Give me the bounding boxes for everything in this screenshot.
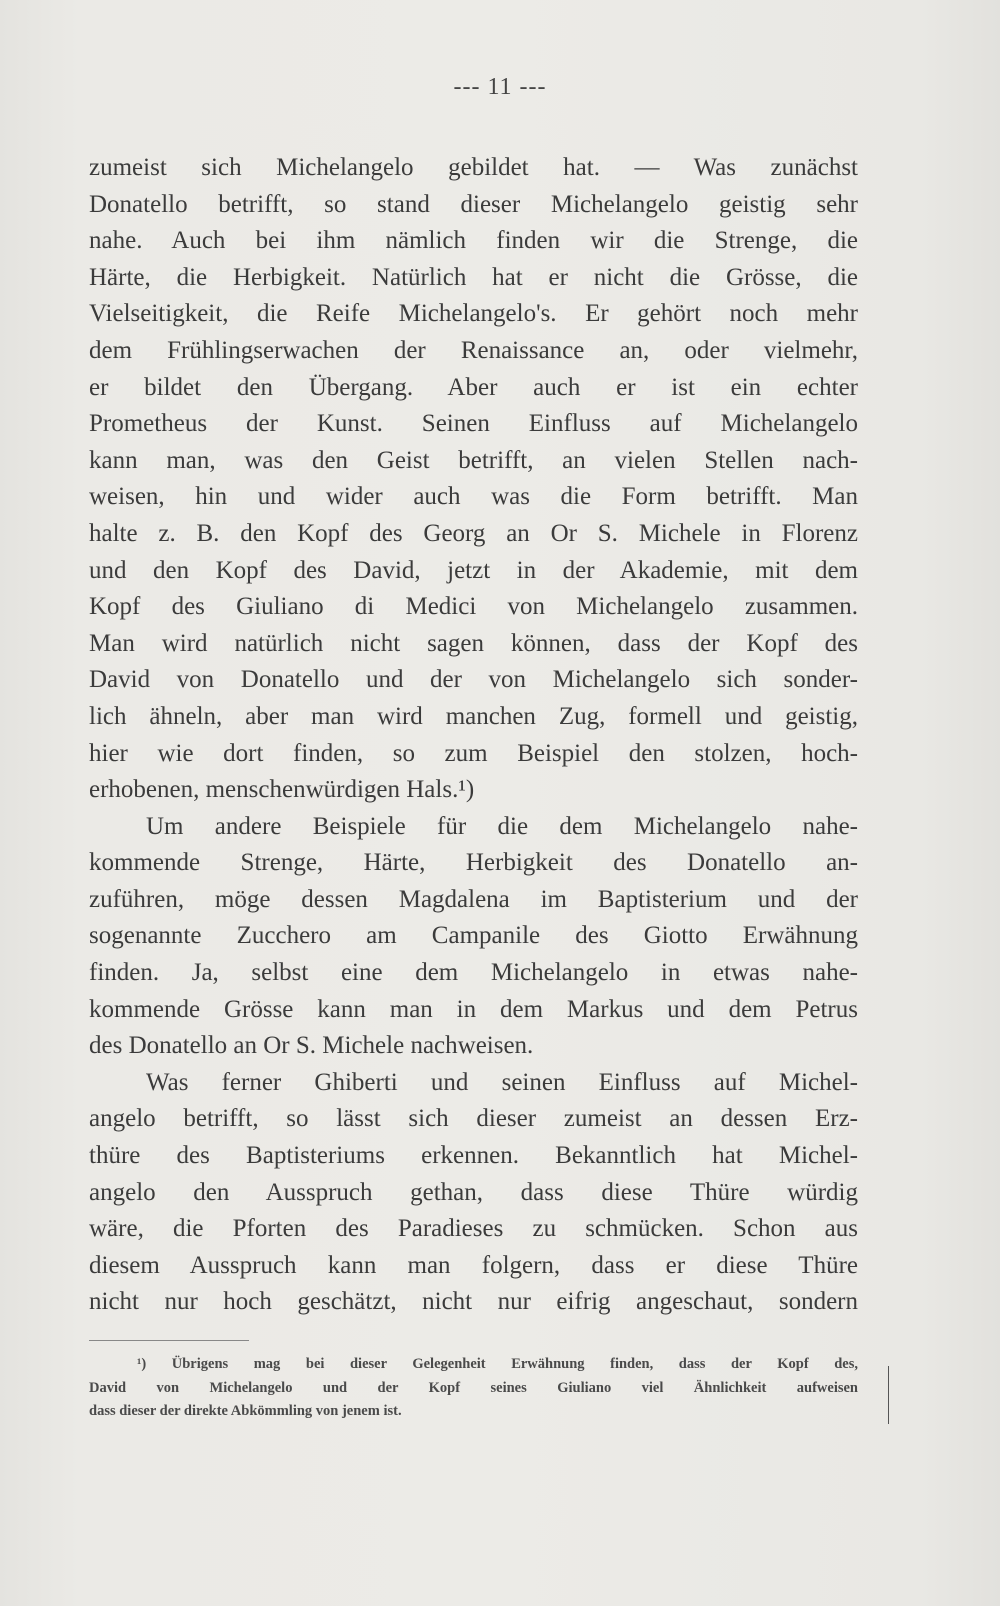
text-line: Was ferner Ghiberti und seinen Einfluss auf Michel-	[146, 1068, 858, 1096]
text-line: nahe. Auch bei ihm nämlich finden wir die Strenge, die	[89, 227, 858, 255]
footnote-line: ¹) Übrigens mag bei dieser Gelegenheit Erwähnung finden, dass der Kopf des,	[137, 1356, 858, 1372]
text-line: und den Kopf des David, jetzt in der Akademie, mit dem	[89, 556, 858, 584]
text-line: kommende Strenge, Härte, Herbigkeit des Donatello an-	[89, 849, 858, 877]
text-line: kann man, was den Geist betrifft, an vielen Stellen nach-	[89, 446, 858, 474]
text-line: Man wird natürlich nicht sagen können, dass der Kopf des	[89, 629, 858, 657]
text-line: angelo betrifft, so lässt sich dieser zumeist an dessen Erz-	[89, 1105, 858, 1133]
text-line: er bildet den Übergang. Aber auch er ist ein echter	[89, 373, 858, 401]
text-line: halte z. B. den Kopf des Georg an Or S. Michele in Florenz	[89, 519, 858, 547]
text-line: Prometheus der Kunst. Seinen Einfluss auf Michelangelo	[89, 410, 858, 438]
text-line: nicht nur hoch geschätzt, nicht nur eifrig angeschaut, sondern	[89, 1288, 858, 1316]
text-line: Härte, die Herbigkeit. Natürlich hat er nicht die Grösse, die	[89, 263, 858, 291]
text-line: diesem Ausspruch kann man folgern, dass er diese Thüre	[89, 1251, 858, 1279]
text-line: Donatello betrifft, so stand dieser Michelangelo geistig sehr	[89, 190, 858, 218]
text-line: des Donatello an Or S. Michele nachweisen.	[89, 1032, 534, 1060]
text-line: Kopf des Giuliano di Medici von Michelangelo zusammen.	[89, 593, 858, 621]
footnote-rule	[89, 1340, 249, 1341]
text-line: dem Frühlingserwachen der Renaissance an, oder vielmehr,	[89, 336, 858, 364]
text-line: thüre des Baptisteriums erkennen. Bekanntlich hat Michel-	[89, 1142, 858, 1170]
text-line: lich ähneln, aber man wird manchen Zug, formell und geistig,	[89, 702, 858, 730]
text-line: zuführen, möge dessen Magdalena im Baptisterium und der	[89, 885, 858, 913]
footnote-line: dass dieser der direkte Abkömmling von jenem ist.	[89, 1403, 402, 1419]
footnote-line: David von Michelangelo und der Kopf seines Giuliano viel Ähnlichkeit aufweisen	[89, 1379, 858, 1396]
text-line: angelo den Ausspruch gethan, dass diese Thüre würdig	[89, 1178, 858, 1206]
text-line: zumeist sich Michelangelo gebildet hat. — Was zunächst	[89, 154, 858, 181]
text-line: kommende Grösse kann man in dem Markus und dem Petrus	[89, 995, 858, 1023]
text-line: erhobenen, menschenwürdigen Hals.¹)	[89, 776, 475, 804]
text-line: weisen, hin und wider auch was die Form betrifft. Man	[89, 483, 858, 511]
text-line: Vielseitigkeit, die Reife Michelangelo's. Er gehört noch mehr	[89, 300, 858, 328]
text-line: hier wie dort finden, so zum Beispiel den stolzen, hoch-	[89, 739, 858, 767]
text-line: David von Donatello und der von Michelangelo sich sonder-	[89, 666, 858, 694]
footnotes	[89, 1353, 858, 1424]
page-number: --- 11 ---	[453, 74, 547, 100]
body-text	[89, 150, 858, 1321]
margin-mark	[888, 1366, 889, 1424]
text-line: finden. Ja, selbst eine dem Michelangelo in etwas nahe-	[89, 959, 858, 987]
text-line: wäre, die Pforten des Paradieses zu schmücken. Schon aus	[89, 1215, 858, 1243]
text-line: Um andere Beispiele für die dem Michelangelo nahe-	[146, 812, 858, 840]
text-line: sogenannte Zucchero am Campanile des Giotto Erwähnung	[89, 922, 858, 950]
